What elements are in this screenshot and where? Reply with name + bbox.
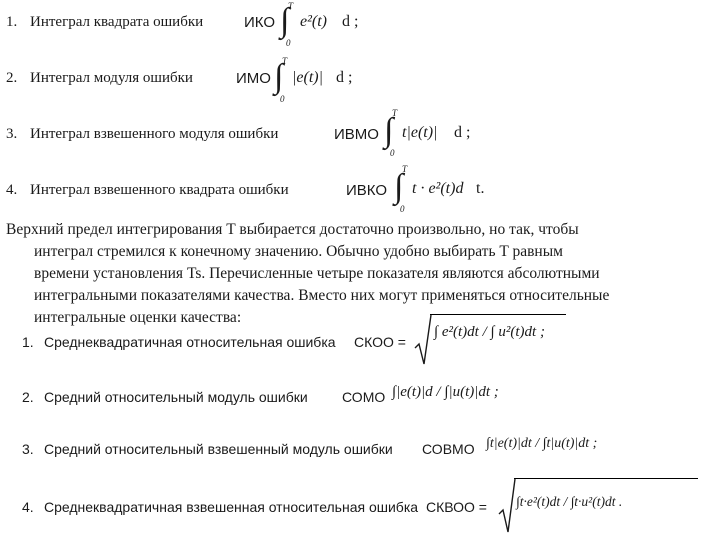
paragraph-line-2: интеграл стремился к конечному значению. Обычно удобно выбирать T равным xyxy=(34,243,563,260)
relative-criterion-1-number: 1. xyxy=(22,334,34,350)
relative-criterion-4-abbr: СКВОО = xyxy=(426,499,487,515)
criterion-4-formula xyxy=(394,164,504,214)
lower-limit: 0 xyxy=(390,148,395,158)
upper-limit: T xyxy=(282,56,288,66)
criterion-3-number: 3. xyxy=(6,126,18,142)
sqrt-bar xyxy=(430,314,566,315)
relative-criterion-4-name: Среднеквадратичная взвешенная относительная ошибка xyxy=(44,499,419,515)
criterion-2-number: 2. xyxy=(6,70,18,86)
relative-criterion-1-name: Среднеквадратичная относительная ошибка xyxy=(44,334,336,350)
integral-sign-icon: ∫ xyxy=(280,2,290,39)
criterion-2-name: Интеграл модуля ошибки xyxy=(30,70,193,86)
paragraph-line-5: интегральные оценки качества: xyxy=(34,309,242,326)
relative-criterion-2-abbr: СОМО xyxy=(342,389,386,405)
sqrt-bar xyxy=(514,478,698,479)
explanation-paragraph xyxy=(6,219,706,329)
integrand-tail: t. xyxy=(476,180,485,197)
relative-criterion-2-expr: ∫|e(t)|d / ∫|u(t)|dt ; xyxy=(392,384,499,400)
criterion-2-abbr: ИМО xyxy=(236,70,271,87)
relative-criterion-4-expr: ∫t·e²(t)dt / ∫t·u²(t)dt . xyxy=(516,494,623,509)
paragraph-line-4: интегральными показателями качества. Вместо них могут применяться относительные xyxy=(34,287,610,304)
relative-criterion-3-abbr: СОВМО xyxy=(422,441,475,457)
lower-limit: 0 xyxy=(286,38,291,48)
criterion-1-abbr: ИКО xyxy=(244,14,276,31)
criterion-4-abbr: ИВКО xyxy=(346,182,388,199)
integral-sign-icon: ∫ xyxy=(394,168,404,205)
criterion-3-name: Интеграл взвешенного модуля ошибки xyxy=(30,126,279,142)
criterion-1-formula xyxy=(280,2,380,48)
relative-criterion-2-number: 2. xyxy=(22,389,34,405)
upper-limit: T xyxy=(402,164,408,174)
relative-criterion-4-number: 4. xyxy=(22,499,34,515)
upper-limit: T xyxy=(288,1,294,11)
integrand-tail: d ; xyxy=(342,13,359,30)
criterion-1-number: 1. xyxy=(6,14,18,30)
integral-sign-icon: ∫ xyxy=(274,58,284,95)
criterion-3-formula xyxy=(384,108,494,158)
relative-criterion-1-expr: ∫ e²(t)dt / ∫ u²(t)dt ; xyxy=(434,324,545,340)
relative-criterion-2-name: Средний относительный модуль ошибки xyxy=(44,389,308,405)
integrand: t|e(t)| xyxy=(402,124,438,141)
upper-limit: T xyxy=(392,108,398,118)
criterion-4-name: Интеграл взвешенного квадрата ошибки xyxy=(30,182,289,198)
integral-sign-icon: ∫ xyxy=(384,112,394,149)
sqrt-sign-icon xyxy=(414,314,432,366)
lower-limit: 0 xyxy=(280,94,285,104)
integrand: e²(t) xyxy=(300,13,327,30)
paragraph-line-1: Верхний предел интегрирования T выбирается достаточно произвольно, но так, чтобы xyxy=(6,221,579,238)
criterion-2-formula xyxy=(274,56,374,104)
integrand-tail: d ; xyxy=(454,124,471,141)
paragraph-line-3: времени установления Ts. Перечисленные четыре показателя являются абсолютными xyxy=(34,265,600,282)
relative-criterion-3-number: 3. xyxy=(22,441,34,457)
integrand-tail: d ; xyxy=(336,69,353,86)
relative-criterion-3-expr: ∫t|e(t)|dt / ∫t|u(t)|dt ; xyxy=(486,436,598,451)
lower-limit: 0 xyxy=(400,204,405,214)
integrand: |e(t)| xyxy=(292,69,323,86)
criterion-1-name: Интеграл квадрата ошибки xyxy=(30,14,204,30)
criterion-3-abbr: ИВМО xyxy=(334,126,379,143)
relative-criterion-1-abbr: СКОО = xyxy=(354,334,406,350)
criterion-4-number: 4. xyxy=(6,182,18,198)
integrand: t · e²(t)d xyxy=(412,180,464,197)
sqrt-sign-icon xyxy=(498,478,516,534)
relative-criterion-3-name: Средний относительный взвешенный модуль ошибки xyxy=(44,441,393,457)
